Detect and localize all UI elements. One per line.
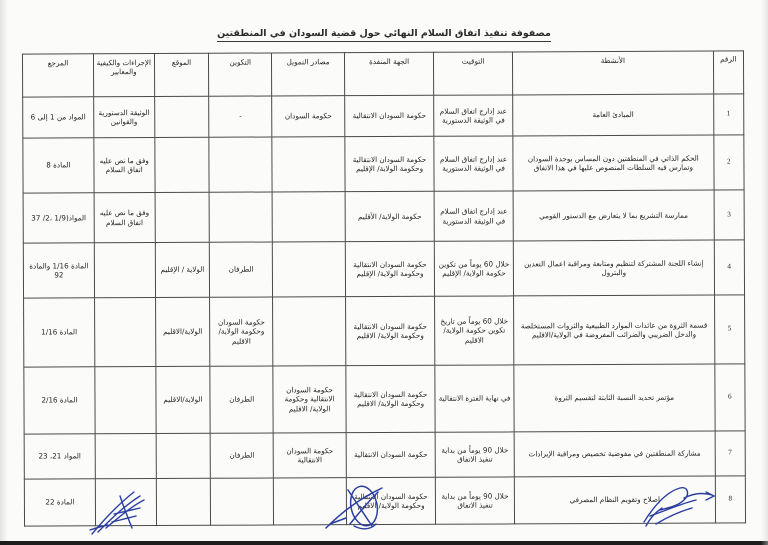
implementation-matrix-table-container xyxy=(22,50,746,526)
cell-formation: الطرفان xyxy=(210,242,273,297)
cell-location: الولاية / الإقليم xyxy=(155,242,210,297)
table-row xyxy=(23,190,744,243)
cell-activities: إنشاء اللجنة المشتركة لتنظيم ومتابعة ومراقبة اعمال التعدين والبترول xyxy=(513,240,714,296)
cell-activities: المبادئ العامة xyxy=(513,94,714,136)
cell-funding-sources: حكومة السودان الانتقالية xyxy=(273,433,346,478)
cell-location xyxy=(156,433,211,478)
cell-procedures xyxy=(94,297,155,366)
cell-executing-body: حكومة السودان الانتقالية xyxy=(346,432,435,477)
cell-location xyxy=(156,478,211,525)
column-header-procedures: الإجراءات والكيفية والمعايير xyxy=(93,54,154,97)
cell-executing-body: حكومة السودان الانتقالية وحكومة الولاية/ الاقليم xyxy=(346,477,435,524)
implementation-matrix-table xyxy=(22,50,746,526)
cell-timing: عند إدارج اتفاق السلام في الوثيقة الدستورية xyxy=(434,136,513,191)
cell-procedures: الوثيقة الدستورية والقوانين xyxy=(94,97,155,138)
cell-number: 8 xyxy=(715,476,746,523)
cell-procedures xyxy=(94,242,155,297)
cell-procedures: وفق ما نص عليه اتفاق السلام xyxy=(94,192,155,242)
cell-location: الولاية/الاقليم xyxy=(155,297,210,366)
cell-reference: المادة 1/16 xyxy=(24,298,95,367)
table-row xyxy=(24,295,745,367)
cell-location xyxy=(155,137,210,192)
cell-reference: المادة 22 xyxy=(24,479,95,526)
column-header-timing: التوقيت xyxy=(434,52,513,95)
table-row xyxy=(24,364,745,434)
table-header-row xyxy=(22,51,743,97)
document-title: مصفوفة تنفيذ اتفاق السلام النهائي حول قضية السودان في المنطقتين xyxy=(217,28,551,42)
cell-executing-body: حكومة السودان الانتقالية وحكومة الولاية/ الإقليم xyxy=(345,241,434,296)
cell-number: 2 xyxy=(713,135,744,190)
cell-executing-body: حكومة السودان الانتقالية وحكومة الولاية/ الإقليم xyxy=(345,136,434,191)
cell-funding-sources xyxy=(273,297,346,366)
table-body xyxy=(23,94,746,526)
table-row xyxy=(23,240,744,298)
cell-reference: المواد من 1 إلى 6 xyxy=(23,97,94,138)
table-row xyxy=(23,94,744,138)
cell-activities: إصلاح وتقويم النظام المصرفي xyxy=(514,476,715,524)
column-header-executing-body: الجهة المنفذة xyxy=(345,52,434,95)
cell-funding-sources: حكومة السودان الانتقالية وحكومة الولاية/ الاقليم xyxy=(273,366,346,433)
cell-location xyxy=(154,96,209,137)
cell-formation xyxy=(211,478,274,525)
column-header-activities: الأنشطة xyxy=(513,51,714,95)
cell-executing-body: حكومة السودان الانتقالية وحكومة الولاية/ الاقليم xyxy=(346,296,435,365)
cell-funding-sources xyxy=(272,192,345,242)
cell-number: 3 xyxy=(714,190,745,240)
column-header-reference: المرجع xyxy=(22,54,93,97)
cell-reference: المادة 1/16 والمادة 92 xyxy=(23,243,94,298)
cell-funding-sources xyxy=(272,137,345,192)
column-header-formation: التكوين xyxy=(209,53,272,96)
table-row xyxy=(24,476,745,526)
cell-procedures: وفق ما نص عليه اتفاق السلام xyxy=(94,137,155,192)
cell-reference: المادة 8 xyxy=(23,138,94,193)
cell-number: 1 xyxy=(713,94,744,135)
column-header-funding-sources: مصادر التمويل xyxy=(272,53,345,96)
cell-number: 4 xyxy=(714,240,745,295)
cell-formation: الطرفان xyxy=(210,366,273,433)
cell-formation: - xyxy=(209,96,272,137)
cell-timing: خلال 60 يوماً من تكوين حكومة الولاية/ الإقليم xyxy=(434,241,513,296)
cell-number: 7 xyxy=(715,431,746,476)
cell-reference: المواد 21، 23 xyxy=(24,434,95,479)
cell-activities: قسمة الثروة من عائدات الموارد الطبيعية والثروات المستخلصة والدخل الضريبي والضرائب المفروضة في الولاية/الاقليم xyxy=(514,295,715,365)
document-title-container xyxy=(0,21,768,42)
page-bottom-edge xyxy=(0,541,768,545)
cell-timing: خلال 60 يوماً من تاريخ تكوين حكومة الولاية/ الاقليم xyxy=(435,296,514,365)
cell-procedures xyxy=(95,433,156,478)
cell-timing: عند إدارج اتفاق السلام في الوثيقة الدستورية xyxy=(434,95,513,136)
cell-number: 6 xyxy=(714,364,745,431)
cell-number: 5 xyxy=(714,295,745,364)
cell-location xyxy=(155,192,210,242)
column-header-number: الرقم xyxy=(713,51,744,94)
table-header-row-group xyxy=(22,51,743,97)
cell-timing: خلال 90 يوماً من بداية تنفيذ الاتفاق xyxy=(435,432,514,477)
table-row xyxy=(24,431,745,479)
cell-activities: مؤتمر تحديد النسبة الثابتة لتقسيم الثروة xyxy=(514,364,715,432)
cell-location: الولاية/الاقليم xyxy=(156,366,211,433)
cell-timing: عند إدارج اتفاق السلام في الوثيقة الدستورية xyxy=(434,191,513,241)
cell-formation: حكومة السودان وحكومة الولاية/ الاقليم xyxy=(210,297,273,366)
cell-funding-sources xyxy=(273,478,346,525)
cell-timing: في نهاية الفترة الانتقالية xyxy=(435,365,514,432)
column-header-location: الموقع xyxy=(154,53,209,96)
cell-procedures xyxy=(95,478,156,525)
cell-executing-body: حكومة السودان الانتقالية xyxy=(345,95,434,136)
cell-formation: الطرفان xyxy=(210,433,273,478)
table-row xyxy=(23,135,744,193)
cell-funding-sources xyxy=(272,242,345,297)
cell-activities: مشاركة المنطقتين في مفوضية تخصيص ومراقبة الإيرادات xyxy=(514,431,715,477)
cell-reference: المواد(1/9 ،2/ 37 xyxy=(23,193,94,243)
cell-procedures xyxy=(95,366,156,433)
cell-funding-sources: حكومة السودان xyxy=(272,96,345,137)
cell-activities: الحكم الذاتي في المنطقتين دون المساس بوحدة السودان وتمارس فيه السلطات المنصوص عليها في هذا الاتفاق xyxy=(513,135,714,191)
cell-formation xyxy=(209,192,272,242)
cell-executing-body: حكومة الولاية/ الأقليم xyxy=(345,191,434,241)
cell-reference: المادة 2/16 xyxy=(24,367,95,434)
cell-formation xyxy=(209,137,272,192)
cell-activities: ممارسة التشريع بما لا يتعارض مع الدستور القومي xyxy=(513,190,714,241)
cell-timing: خلال 90 يوماً من بداية تنفيذ الاتفاق xyxy=(435,477,514,524)
cell-executing-body: حكومة السودان الانتقالية وحكومة الولاية/ الاقليم xyxy=(346,365,435,432)
